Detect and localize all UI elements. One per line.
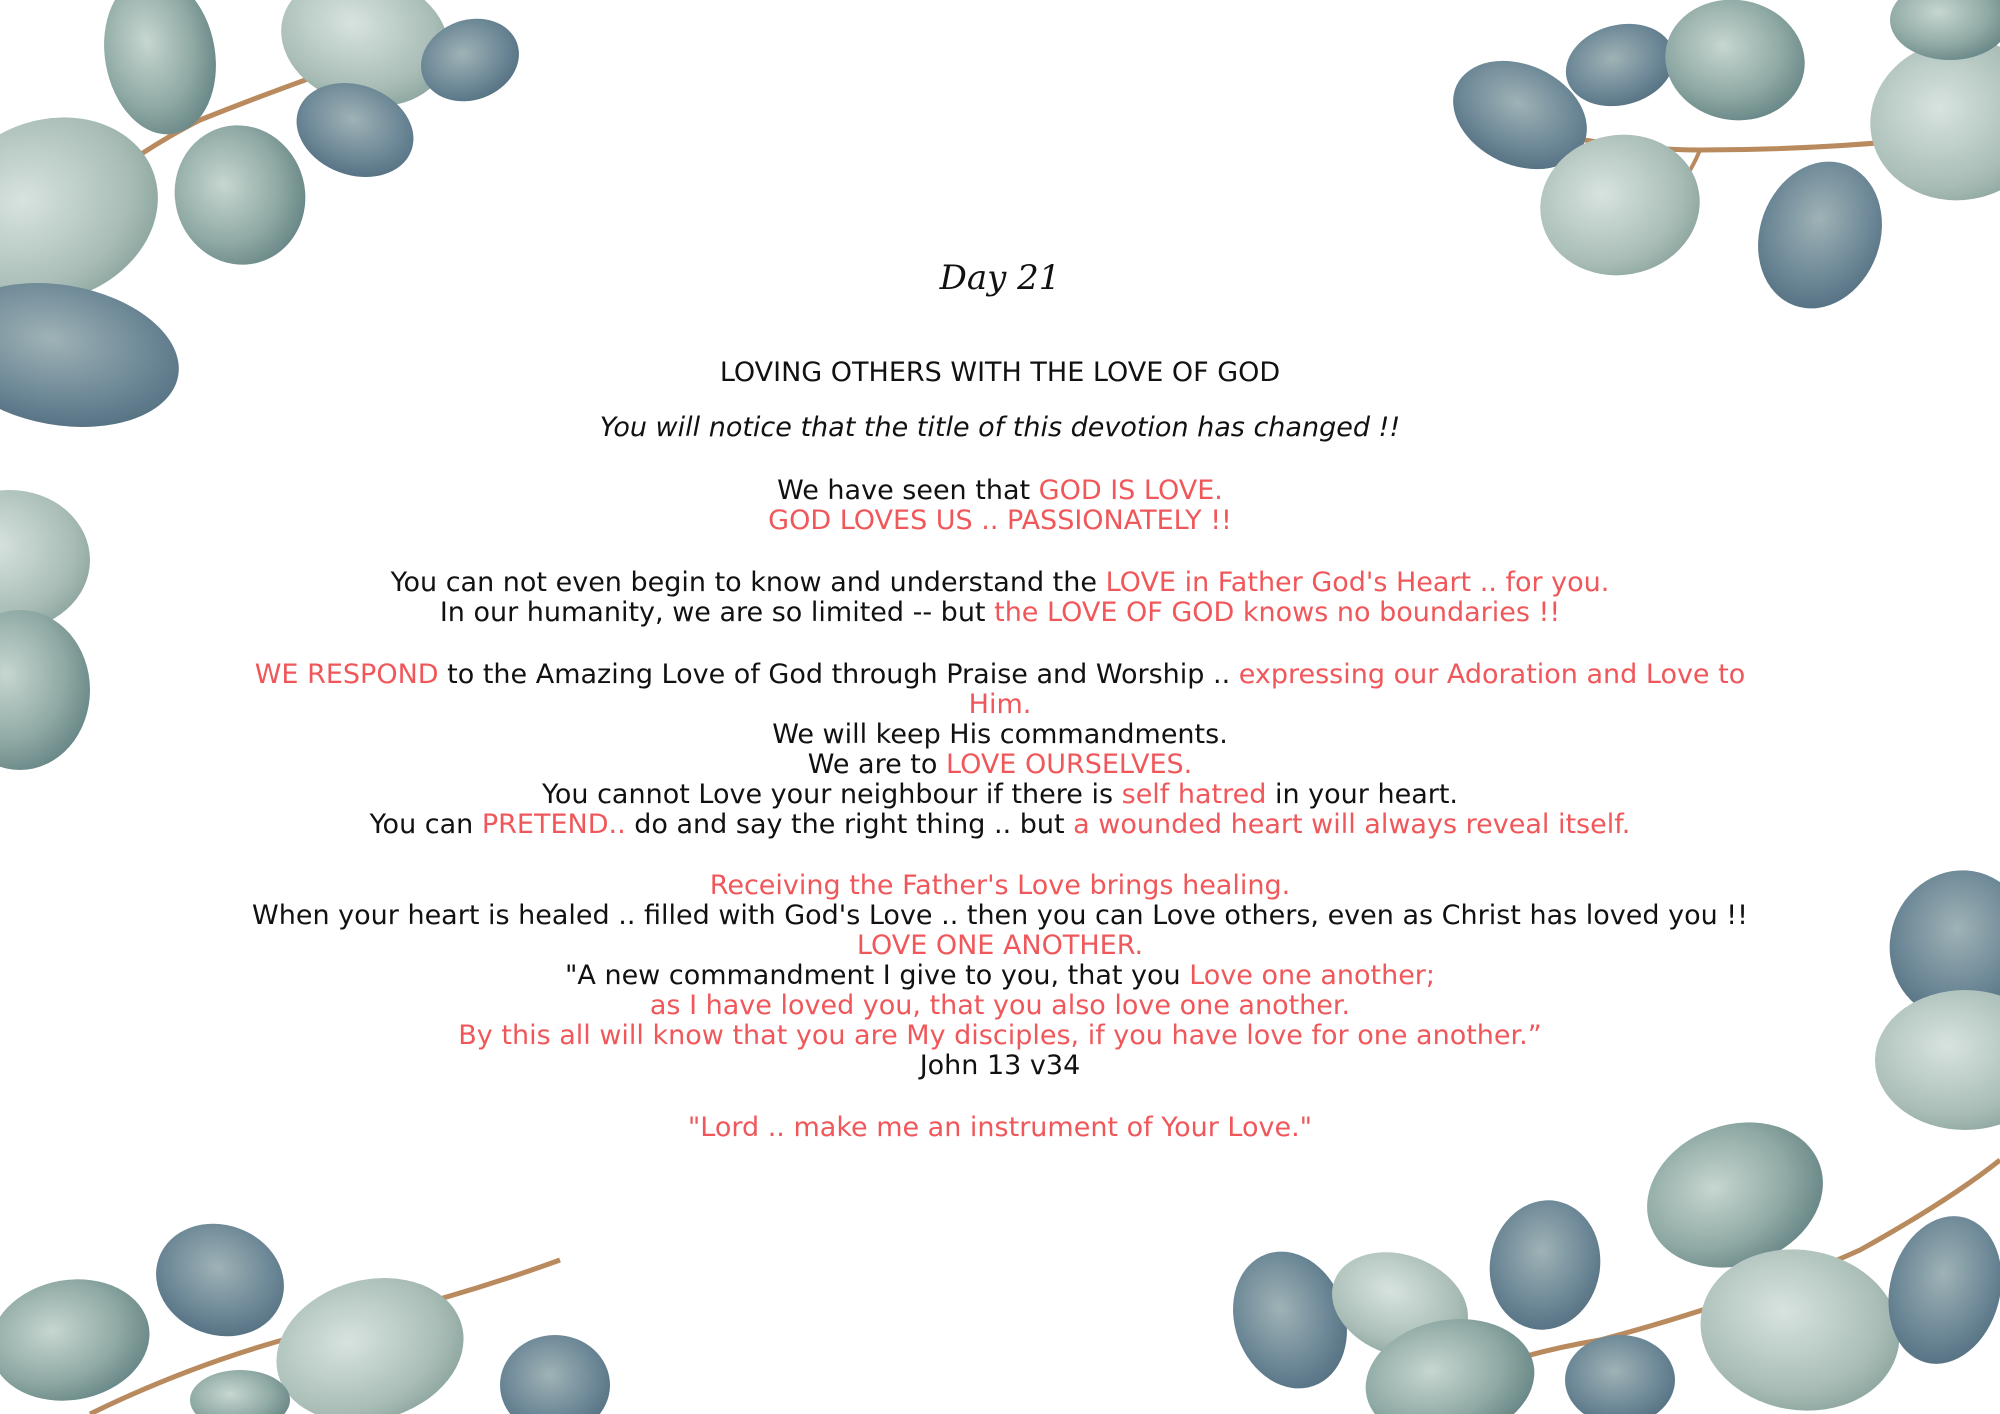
scripture-highlight: Love one another; bbox=[1189, 960, 1436, 991]
para1-highlight: GOD IS LOVE. bbox=[1038, 475, 1223, 506]
paragraph-god-is-love bbox=[150, 476, 1850, 536]
para3-line1 bbox=[150, 660, 1850, 690]
para1-line1 bbox=[150, 476, 1850, 506]
para4-line4 bbox=[150, 961, 1850, 991]
paragraph-we-respond bbox=[150, 660, 1850, 840]
paragraph-fathers-heart bbox=[150, 568, 1850, 628]
paragraph-healing bbox=[150, 871, 1850, 1081]
para3-line4 bbox=[150, 750, 1850, 780]
para3-highlight-a: WE RESPOND bbox=[254, 659, 439, 690]
scripture-reference: John 13 v34 bbox=[919, 1050, 1081, 1081]
para2-text: You can not even begin to know and understand the bbox=[390, 567, 1106, 598]
para3-highlight-c: LOVE OURSELVES. bbox=[945, 749, 1193, 780]
para3-text-e: You can bbox=[369, 809, 482, 840]
leaf-cluster-bottom-right bbox=[1214, 1098, 2000, 1414]
para2-line2 bbox=[150, 598, 1850, 628]
para3-highlight-b: expressing our Adoration and Love to bbox=[1238, 659, 1746, 690]
para3-line6 bbox=[150, 810, 1850, 840]
leaf-cluster-right-middle bbox=[1873, 854, 2000, 1130]
para3-line3: We will keep His commandments. bbox=[772, 719, 1228, 750]
para3-highlight-e: PRETEND.. bbox=[481, 809, 626, 840]
leaf-cluster-left-middle bbox=[0, 490, 90, 770]
para4-line6: By this all will know that you are My disciples, if you have love for one another.” bbox=[458, 1020, 1542, 1051]
para4-line1: Receiving the Father's Love brings healing. bbox=[709, 870, 1291, 901]
para3-highlight-f: a wounded heart will always reveal itself. bbox=[1073, 809, 1631, 840]
para2-text2: In our humanity, we are so limited -- but bbox=[439, 597, 995, 628]
closing-line: "Lord .. make me an instrument of Your Love." bbox=[687, 1112, 1313, 1143]
para2-highlight2: the LOVE OF GOD knows no boundaries !! bbox=[994, 597, 1561, 628]
day-label: Day 21 bbox=[939, 258, 1061, 298]
para3-text-c: You cannot Love your neighbour if there is bbox=[541, 779, 1122, 810]
para1-text: We have seen that bbox=[777, 475, 1039, 506]
para3-text-a: to the Amazing Love of God through Praise and Worship .. bbox=[438, 659, 1239, 690]
intro-paragraph bbox=[150, 413, 1850, 443]
para3-text-d: in your heart. bbox=[1266, 779, 1459, 810]
leaf-cluster-bottom-left bbox=[0, 1206, 610, 1414]
intro-line: You will notice that the title of this devotion has changed !! bbox=[599, 412, 1401, 443]
para4-line2: When your heart is healed .. filled with God's Love .. then you can Love others, even as Christ has loved you !! bbox=[252, 900, 1748, 931]
para3-text-f: do and say the right thing .. but bbox=[625, 809, 1074, 840]
para3-highlight-d: self hatred bbox=[1121, 779, 1267, 810]
para3-line2: Him. bbox=[968, 689, 1032, 720]
devotion-title: LOVING OTHERS WITH THE LOVE OF GOD bbox=[719, 357, 1281, 388]
para3-line5 bbox=[150, 780, 1850, 810]
closing-prayer bbox=[150, 1113, 1850, 1143]
para2-highlight: LOVE in Father God's Heart .. for you. bbox=[1105, 567, 1610, 598]
para4-line3: LOVE ONE ANOTHER. bbox=[856, 930, 1144, 961]
para2-line1 bbox=[150, 568, 1850, 598]
para1-line2: GOD LOVES US .. PASSIONATELY !! bbox=[768, 505, 1232, 536]
scripture-text: "A new commandment I give to you, that you bbox=[564, 960, 1190, 991]
para4-line5: as I have loved you, that you also love one another. bbox=[649, 990, 1351, 1021]
para3-text-b: We are to bbox=[807, 749, 946, 780]
